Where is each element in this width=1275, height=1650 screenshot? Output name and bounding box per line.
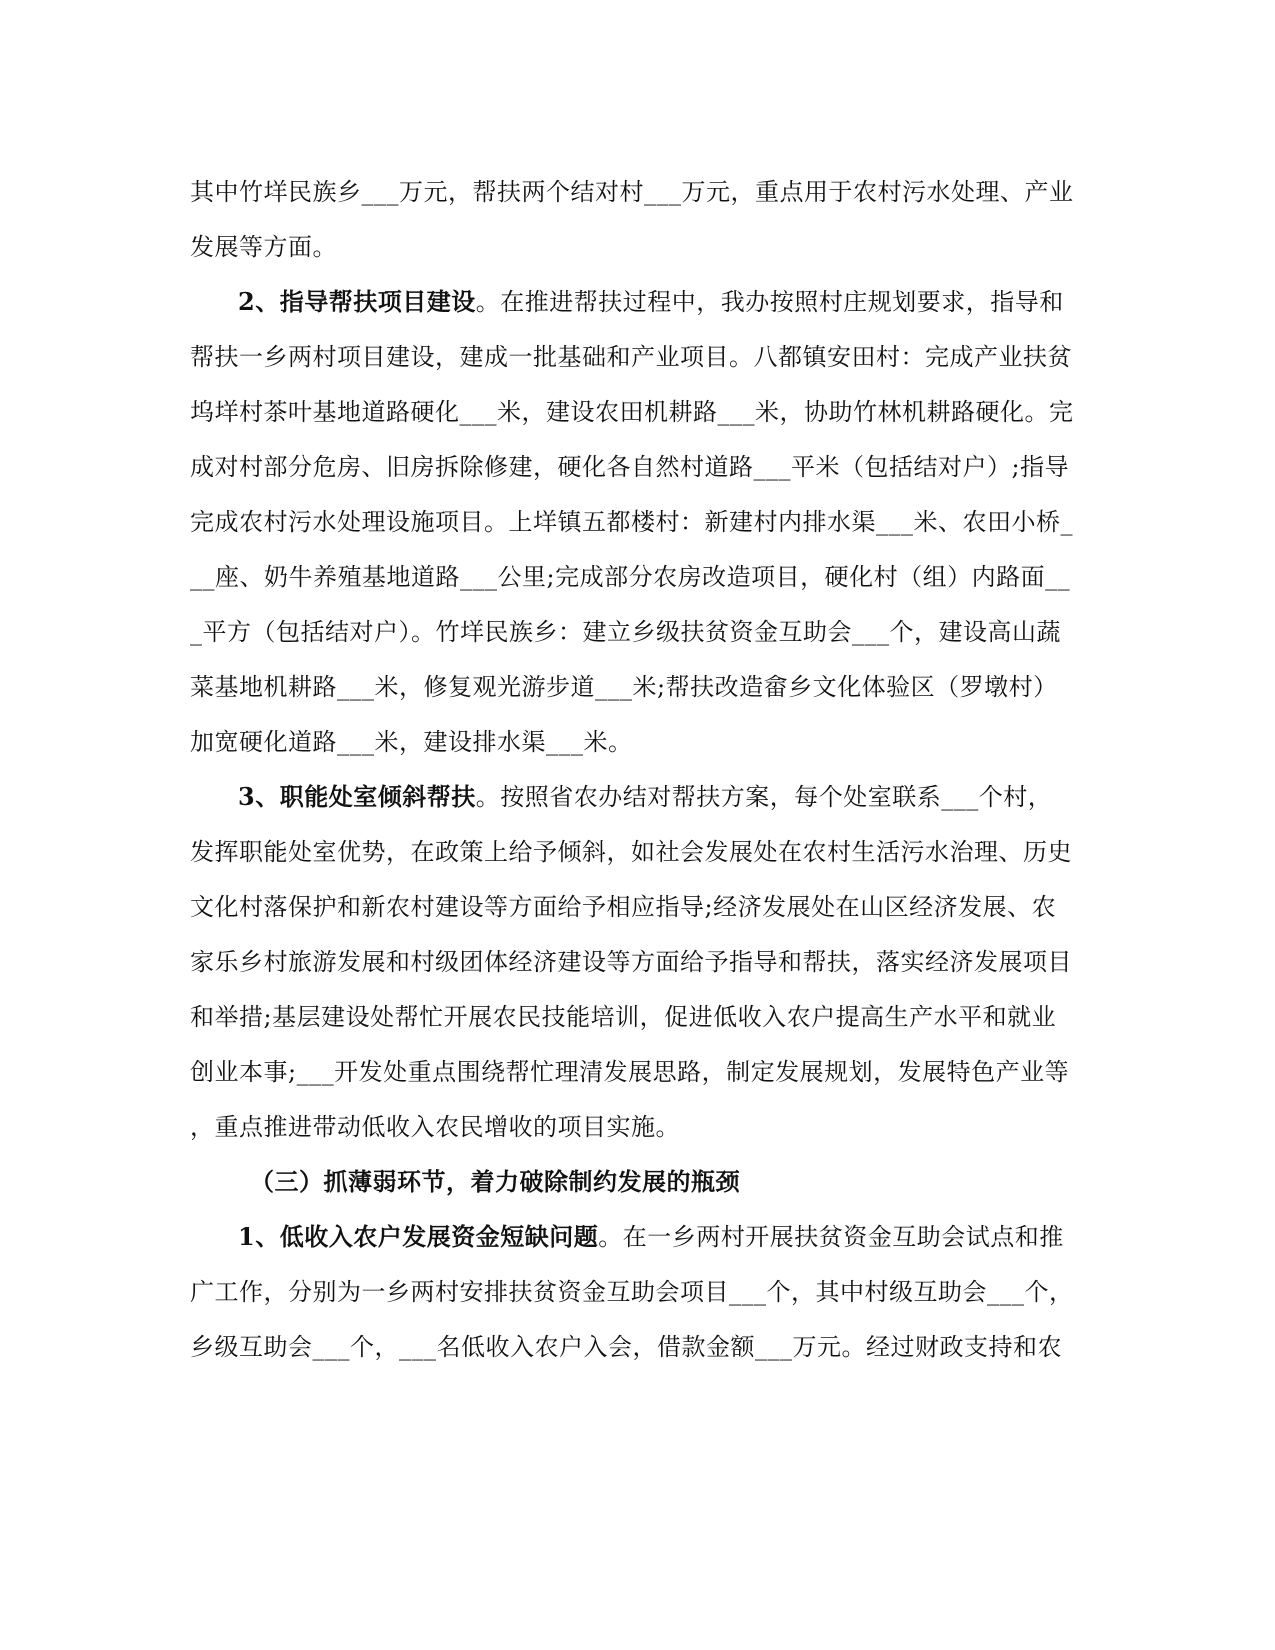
body-text: 乡级互助会___个，___名低收入农户入会，借款金额___万元。经过财政支持和农 <box>190 1333 1062 1361</box>
paragraph-heading: 1、低收入农户发展资金短缺问题 <box>238 1222 599 1251</box>
section-heading: （三）抓薄弱环节，着力破除制约发展的瓶颈 <box>250 1167 740 1196</box>
body-text: 完成农村污水处理设施项目。上垟镇五都楼村：新建村内排水渠___米、农田小桥_ <box>190 508 1073 536</box>
paragraph-line <box>190 885 1085 940</box>
body-text: 广工作，分别为一乡两村安排扶贫资金互助会项目___个，其中村级互助会___个， <box>190 1278 1074 1306</box>
body-text: 帮扶一乡两村项目建设，建成一批基础和产业项目。八都镇安田村：完成产业扶贫 <box>190 343 1072 371</box>
section-heading-line <box>190 1160 1085 1215</box>
body-text: 。按照省农办结对帮扶方案，每个处室联系___个村， <box>475 783 1053 811</box>
body-text: __座、奶牛养殖基地道路___公里;完成部分农房改造项目，硬化村（组）内路面__ <box>190 563 1071 591</box>
body-text: 文化村落保护和新农村建设等方面给予相应指导;经济发展处在山区经济发展、农 <box>190 893 1057 921</box>
paragraph-line <box>190 225 1085 280</box>
paragraph-line <box>190 170 1085 225</box>
paragraph-line <box>190 1270 1085 1325</box>
body-text: 。在一乡两村开展扶贫资金互助会试点和推 <box>598 1223 1064 1251</box>
paragraph-line <box>190 1050 1085 1105</box>
body-text: 发挥职能处室优势，在政策上给予倾斜，如社会发展处在农村生活污水治理、历史 <box>190 838 1072 866</box>
paragraph-heading: 2、指导帮扶项目建设 <box>238 287 476 316</box>
body-text: 坞垟村茶叶基地道路硬化___米，建设农田机耕路___米，协助竹林机耕路硬化。完 <box>190 398 1074 426</box>
paragraph-line <box>190 1105 1085 1160</box>
paragraph-line <box>190 775 1085 830</box>
paragraph-line <box>190 720 1085 775</box>
paragraph-line <box>190 500 1085 555</box>
paragraph-line <box>190 390 1085 445</box>
paragraph-line <box>190 1215 1085 1270</box>
paragraph-line <box>190 445 1085 500</box>
document-body <box>190 170 1085 1380</box>
paragraph-line <box>190 1325 1085 1380</box>
body-text: 发展等方面。 <box>190 233 337 261</box>
body-text: 成对村部分危房、旧房拆除修建，硬化各自然村道路___平米（包括结对户）;指导 <box>190 453 1070 481</box>
paragraph-heading: 3、职能处室倾斜帮扶 <box>238 782 476 811</box>
body-text: _平方（包括结对户）。竹垟民族乡：建立乡级扶贫资金互助会___个，建设高山蔬 <box>190 618 1061 646</box>
body-text: 。在推进帮扶过程中，我办按照村庄规划要求，指导和 <box>475 288 1064 316</box>
paragraph-line <box>190 335 1085 390</box>
body-text: 家乐乡村旅游发展和村级团体经济建设等方面给予指导和帮扶，落实经济发展项目 <box>190 948 1072 976</box>
paragraph-line <box>190 830 1085 885</box>
paragraph-line <box>190 280 1085 335</box>
paragraph-line <box>190 665 1085 720</box>
body-text: 加宽硬化道路___米，建设排水渠___米。 <box>190 728 633 756</box>
paragraph-line <box>190 995 1085 1050</box>
body-text: 其中竹垟民族乡___万元，帮扶两个结对村___万元，重点用于农村污水处理、产业 <box>190 178 1074 206</box>
paragraph-line <box>190 940 1085 995</box>
paragraph-line <box>190 555 1085 610</box>
paragraph-line <box>190 610 1085 665</box>
body-text: 菜基地机耕路___米，修复观光游步道___米;帮扶改造畲乡文化体验区（罗墩村） <box>190 673 1058 701</box>
body-text: 和举措;基层建设处帮忙开展农民技能培训，促进低收入农户提高生产水平和就业 <box>190 1003 1057 1031</box>
body-text: ，重点推进带动低收入农民增收的项目实施。 <box>190 1113 680 1141</box>
body-text: 创业本事;___开发处重点围绕帮忙理清发展思路，制定发展规划，发展特色产业等 <box>190 1058 1070 1086</box>
